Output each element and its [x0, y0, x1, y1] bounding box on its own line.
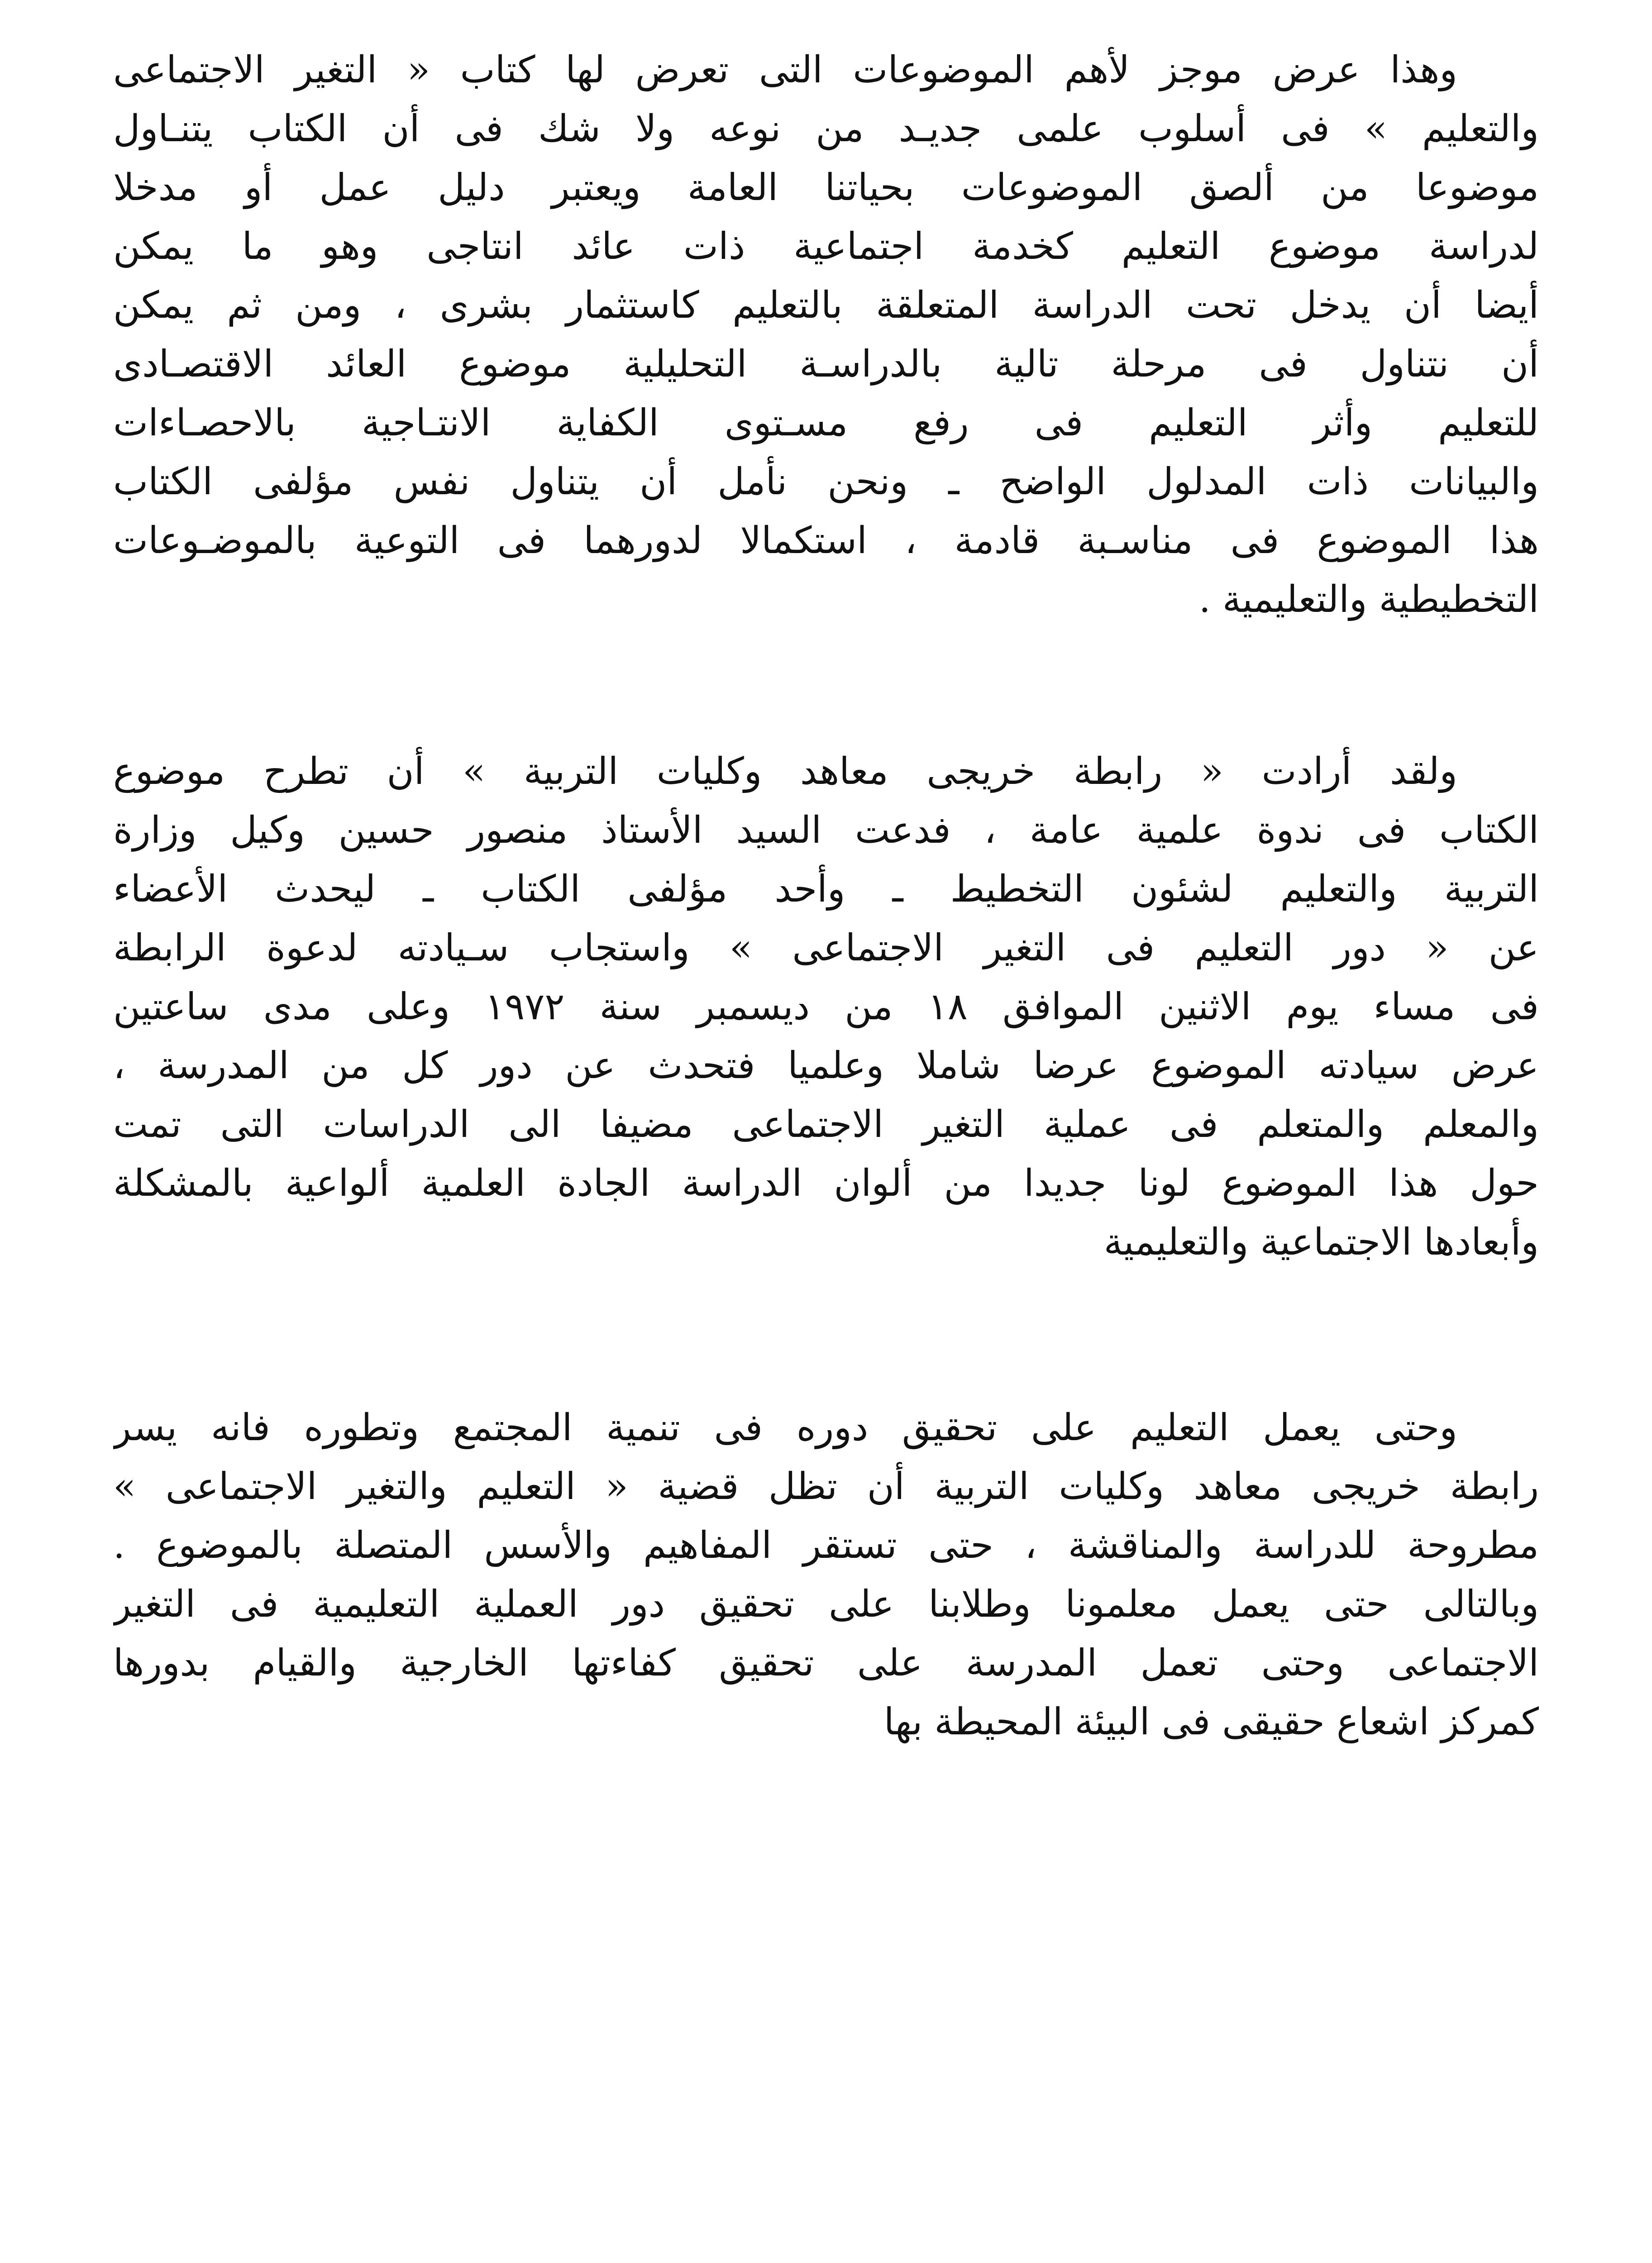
text-line: وبالتالى حتى يعمل معلمونا وطلابنا على تحقيق دور العملية التعليمية فى التغير [113, 1583, 1539, 1626]
paragraph-1 [113, 41, 1539, 629]
text-line: والمعلم والمتعلم فى عملية التغير الاجتماعى مضيفا الى الدراسات التى تمت [113, 1103, 1539, 1146]
text-line: وحتى يعمل التعليم على تحقيق دوره فى تنمية المجتمع وتطوره فانه يسر [113, 1406, 1457, 1449]
text-line: والبيانات ذات المدلول الواضح ـ ونحن نأمل أن يتناول نفس مؤلفى الكتاب [113, 460, 1539, 503]
text-line: الاجتماعى وحتى تعمل المدرسة على تحقيق كفاءتها الخارجية والقيام بدورها [113, 1642, 1539, 1685]
text-line: أيضا أن يدخل تحت الدراسة المتعلقة بالتعليم كاستثمار بشرى ، ومن ثم يمكن [113, 284, 1539, 327]
text-line: والتعليم » فى أسلوب علمى جديـد من نوعه ولا شك فى أن الكتاب يتنـاول [113, 107, 1539, 150]
text-line: ولقد أرادت « رابطة خريجى معاهد وكليات التربية » أن تطرح موضوع [113, 750, 1457, 793]
text-line: وأبعادها الاجتماعية والتعليمية [1103, 1221, 1539, 1264]
text-line: حول هذا الموضوع لونا جديدا من ألوان الدراسة الجادة العلمية ألواعية بالمشكلة [113, 1162, 1539, 1205]
paragraph-2 [113, 742, 1539, 1272]
text-line: الكتاب فى ندوة علمية عامة ، فدعت السيد الأستاذ منصور حسين وكيل وزارة [113, 809, 1539, 852]
text-line: كمركز اشعاع حقيقى فى البيئة المحيطة بها [883, 1700, 1539, 1743]
text-line: عرض سيادته الموضوع عرضا شاملا وعلميا فتحدث عن دور كل من المدرسة ، [113, 1044, 1539, 1087]
text-line: عن « دور التعليم فى التغير الاجتماعى » واستجاب سـيادته لدعوة الرابطة [113, 926, 1539, 969]
text-line: أن نتناول فى مرحلة تالية بالدراسـة التحليلية موضوع العائد الاقتصـادى [113, 343, 1539, 386]
text-line: التخطيطية والتعليمية . [1198, 578, 1539, 621]
text-line: موضوعا من ألصق الموضوعات بحياتنا العامة ويعتبر دليل عمل أو مدخلا [113, 166, 1539, 209]
text-line: فى مساء يوم الاثنين الموافق ١٨ من ديسمبر سنة ١٩٧٢ وعلى مدى ساعتين [113, 985, 1539, 1028]
text-line: وهذا عرض موجز لأهم الموضوعات التى تعرض لها كتاب « التغير الاجتماعى [113, 48, 1457, 91]
text-line: رابطة خريجى معاهد وكليات التربية أن تظل قضية « التعليم والتغير الاجتماعى » [113, 1465, 1539, 1508]
paragraph-3 [113, 1399, 1539, 1752]
text-line: مطروحة للدراسة والمناقشة ، حتى تستقر المفاهيم والأسس المتصلة بالموضوع . [113, 1524, 1539, 1567]
text-line: هذا الموضوع فى مناسـبة قادمة ، استكمالا لدورهما فى التوعية بالموضـوعات [113, 519, 1539, 562]
text-line: التربية والتعليم لشئون التخطيط ـ وأحد مؤلفى الكتاب ـ ليحدث الأعضاء [113, 868, 1539, 911]
text-line: للتعليم وأثر التعليم فى رفع مسـتوى الكفاية الانتـاجية بالاحصـاءات [113, 401, 1539, 444]
text-line: لدراسة موضوع التعليم كخدمة اجتماعية ذات عائد انتاجى وهو ما يمكن [113, 225, 1539, 268]
